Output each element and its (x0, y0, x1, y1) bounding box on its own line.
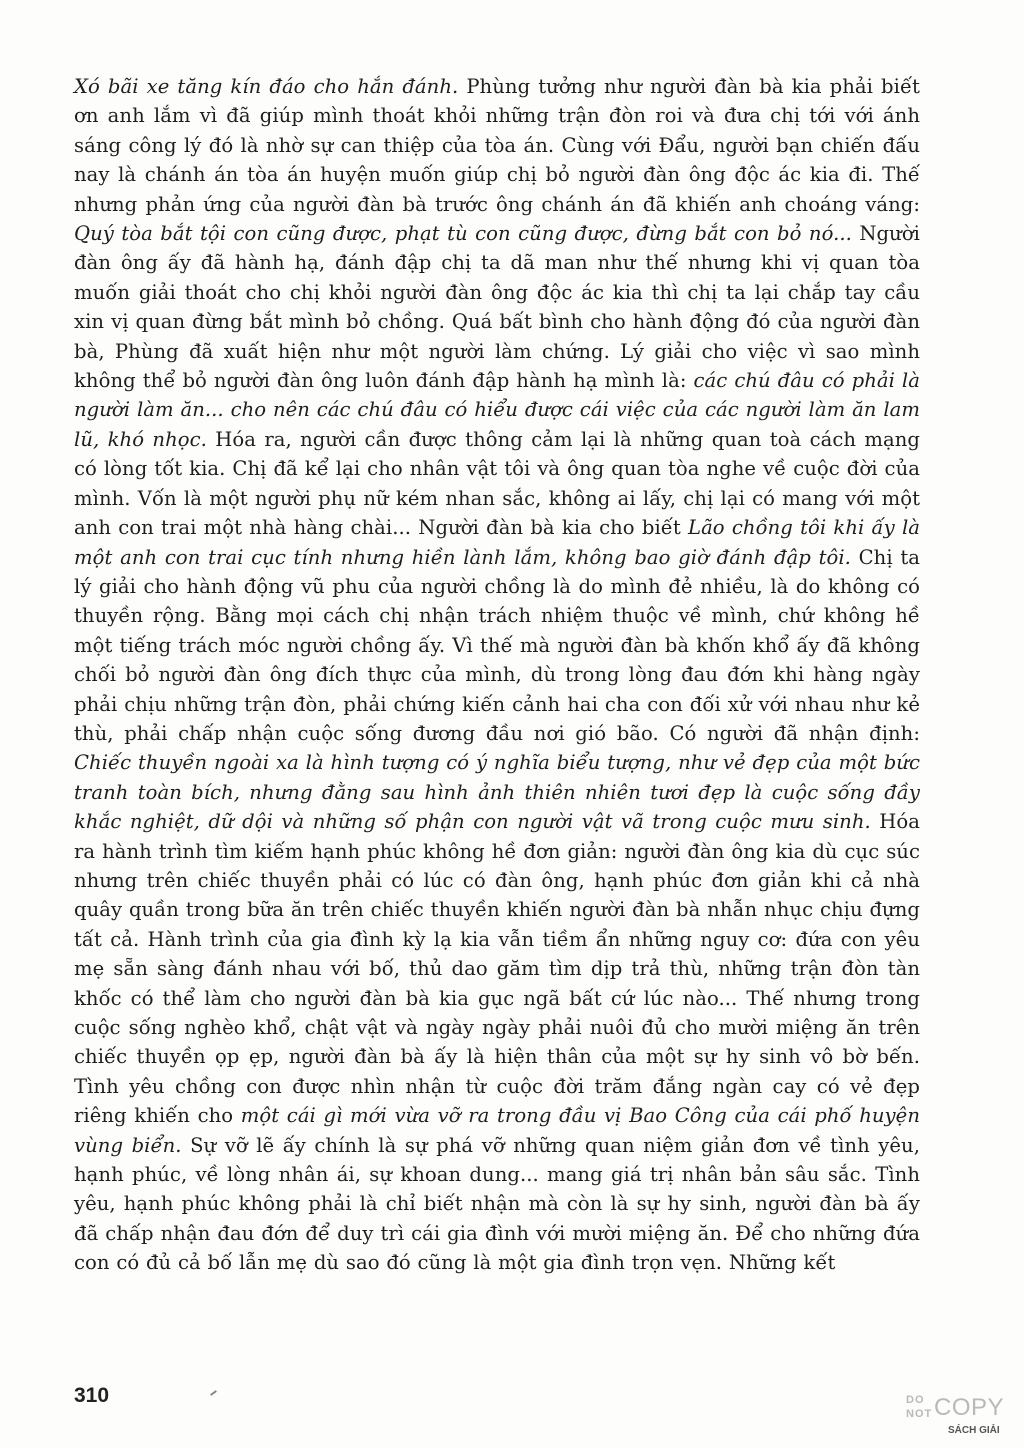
ink-mark (210, 1390, 217, 1396)
text-run: Sự vỡ lẽ ấy chính là sự phá vỡ những quan niệm giản đơn về tình yêu, hạnh phúc, về lòng nhân ái, sự khoan dung... mang giá trị nhân bản sâu sắc. Tình yêu, hạnh phúc không phải là chỉ biết nhận mà còn là sự hy sinh, người đàn bà ấy đã chấp nhận đau đớn để duy trì cái gia đình với mười miệng ăn. Để cho những đứa con có đủ cả bố lẫn mẹ dù sao đó cũng là một gia đình trọn vẹn. Những kết (74, 1133, 921, 1275)
italic-quote: Xó bãi xe tăng kín đáo cho hắn đánh. (74, 75, 459, 98)
italic-quote: một cái gì mới vừa vỡ ra trong đầu vị Bao Công của cái phố huyện vùng biển. (74, 1104, 920, 1157)
watermark-stamp (906, 1392, 1010, 1440)
watermark-do: DO (906, 1394, 925, 1406)
watermark-not: NOT (906, 1408, 933, 1420)
text-run: Phùng tưởng như người đàn bà kia phải biết ơn anh lắm vì đã giúp mình thoát khỏi những trận đòn roi và đưa chị tới với ánh sáng công lý đó là nhờ sự can thiệp của tòa án. Cùng với Đẩu, người bạn chiến đấu nay là chánh án tòa án huyện muốn giúp chị bỏ người đàn ông độc ác kia đi. Thế nhưng phản ứng của người đàn bà trước ông chánh án đã khiến anh choáng váng: (74, 75, 920, 216)
italic-quote: Quý tòa bắt tội con cũng được, phạt tù con cũng được, đừng bắt con bỏ nó... (74, 222, 852, 246)
text-run: Hóa ra, người cần được thông cảm lại là những quan toà cách mạng có lòng tốt kia. Chị đã kể lại cho nhân vật tôi và ông quan tòa nghe về cuộc đời của mình. Vốn là một người phụ nữ kém nhan sắc, không ai lấy, chị lại có mang với một anh con trai một nhà hàng chài... Người đàn bà kia cho biết (74, 427, 920, 540)
text-run: Người đàn ông ấy đã hành hạ, đánh đập chị ta dã man như thế nhưng khi vị quan tòa muốn giải thoát cho chị khỏi người đàn ông độc ác kia thì chị ta lại chắp tay cầu xin vị quan đừng bắt mình bỏ chồng. Quá bất bình cho hành động đó của người đàn bà, Phùng đã xuất hiện như một người làm chứng. Lý giải cho việc vì sao mình không thể bỏ người đàn ông luôn đánh đập hành hạ mình là: (74, 222, 920, 393)
italic-quote: Chiếc thuyền ngoài xa là hình tượng có ý nghĩa biểu tượng, như vẻ đẹp của một bức tranh toàn bích, nhưng đằng sau hình ảnh thiên nhiên tươi đẹp là cuộc sống đầy khắc nghiệt, dữ dội và những số phận con người vật vã trong cuộc mưu sinh. (74, 751, 920, 834)
italic-quote: Lão chồng tôi khi ấy là một anh con trai cục tính nhưng hiền lành lắm, không bao giờ đánh đập tôi. (74, 516, 920, 569)
watermark-copy: COPY (934, 1394, 1005, 1421)
watermark-site: SÁCH GIẢI (948, 1425, 1000, 1436)
italic-quote: các chú đâu có phải là người làm ăn... cho nên các chú đâu có hiểu được cái việc của các người làm ăn lam lũ, khó nhọc. (74, 369, 920, 451)
text-run: Hóa ra hành trình tìm kiếm hạnh phúc không hề đơn giản: người đàn ông kia dù cục súc nhưng trên chiếc thuyền phải có lúc có đàn ông, hạnh phúc đơn giản khi cả nhà quây quần trong bữa ăn trên chiếc thuyền khiến người đàn bà nhẫn nhục chịu đựng tất cả. Hành trình của gia đình kỳ lạ kia vẫn tiềm ẩn những nguy cơ: đứa con yêu mẹ sẵn sàng đánh nhau với bố, thủ dao găm tìm dịp trả thù, những trận đòn tàn khốc có thể làm cho người đàn bà kia gục ngã bất cứ lúc nào... Thế nhưng trong cuộc sống nghèo khổ, chật vật và ngày ngày phải nuôi đủ cho mười miệng ăn trên chiếc thuyền ọp ẹp, người đàn bà ấy là hiện thân của một sự hy sinh vô bờ bến. Tình yêu chồng con được nhìn nhận từ cuộc đời trăm đắng ngàn cay có vẻ đẹp riêng khiến cho (74, 810, 920, 1128)
body-paragraph (74, 72, 920, 1278)
paragraph-text (74, 72, 920, 1278)
text-run: Chị ta lý giải cho hành động vũ phu của người chồng là do mình đẻ nhiều, là do không có thuyền rộng. Bằng mọi cách chị nhận trách nhiệm thuộc về mình, chứ không hề một tiếng trách móc người chồng ấy. Vì thế mà người đàn bà khốn khổ ấy đã không chối bỏ người đàn ông đích thực của mình, dù trong lòng đau đớn khi hàng ngày phải chịu những trận đòn, phải chứng kiến cảnh hai cha con đối xử với nhau như kẻ thù, phải chấp nhận cuộc sống đương đầu nơi gió bão. Có người đã nhận định: (74, 545, 920, 745)
page-number: 310 (74, 1384, 110, 1407)
